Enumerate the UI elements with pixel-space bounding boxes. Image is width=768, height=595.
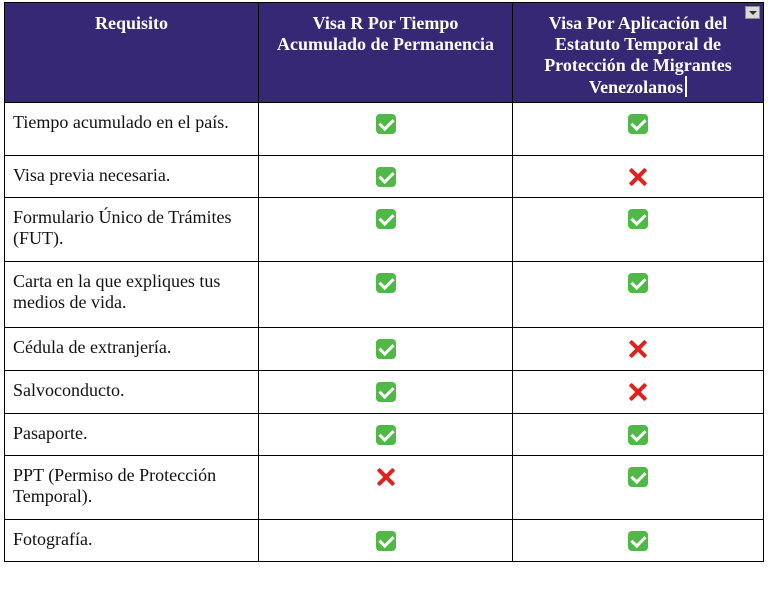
check-mark-icon [376,339,396,359]
requirements-table-container [4,2,763,591]
visa-r-cell [259,156,513,198]
check-mark-icon [376,273,396,293]
table-row [5,328,764,371]
requisito-cell: Visa previa necesaria. [5,156,259,198]
visa-r-cell [259,371,513,414]
check-mark-icon [628,273,648,293]
visa-r-cell [259,328,513,371]
table-row [5,156,764,198]
check-mark-icon [376,114,396,134]
cross-mark-icon [628,382,648,402]
visa-r-cell [259,103,513,156]
estatuto-cell [513,456,764,520]
requirements-table [4,2,764,562]
requisito-cell: Salvoconducto. [5,371,259,414]
estatuto-cell [513,414,764,456]
column-dropdown-button[interactable] [745,6,760,19]
table-row [5,103,764,156]
cross-mark-icon [628,167,648,187]
check-mark-icon [376,167,396,187]
requisito-cell: Pasaporte. [5,414,259,456]
table-row [5,198,764,262]
header-visa-r [259,3,513,103]
check-mark-icon [376,382,396,402]
table-row [5,371,764,414]
estatuto-cell [513,328,764,371]
visa-r-cell [259,520,513,562]
header-requisito [5,3,259,103]
requisito-cell: PPT (Permiso de Protección Temporal). [5,456,259,520]
table-row [5,456,764,520]
estatuto-cell [513,198,764,262]
estatuto-cell [513,262,764,328]
requisito-cell: Formulario Único de Trámites (FUT). [5,198,259,262]
visa-r-cell [259,198,513,262]
visa-r-cell [259,262,513,328]
requisito-cell: Cédula de extranjería. [5,328,259,371]
table-row [5,520,764,562]
check-mark-icon [376,531,396,551]
requisito-cell: Fotografía. [5,520,259,562]
estatuto-cell [513,371,764,414]
visa-r-cell [259,414,513,456]
requisito-cell: Tiempo acumulado en el país. [5,103,259,156]
cross-mark-icon [376,467,396,487]
check-mark-icon [376,425,396,445]
table-header-row [5,3,764,103]
header-requisito-label: Requisito [94,13,168,33]
check-mark-icon [628,114,648,134]
table-row [5,262,764,328]
requisito-cell: Carta en la que expliques tus medios de vida. [5,262,259,328]
estatuto-cell [513,520,764,562]
text-cursor [685,76,687,97]
check-mark-icon [628,425,648,445]
header-estatuto [513,3,764,103]
cross-mark-icon [628,339,648,359]
estatuto-cell [513,103,764,156]
check-mark-icon [376,209,396,229]
check-mark-icon [628,209,648,229]
header-estatuto-label: Visa Por Aplicación del Estatuto Temporal de Protección de Migrantes Venezolanos [544,13,732,97]
check-mark-icon [628,467,648,487]
table-row [5,414,764,456]
check-mark-icon [628,531,648,551]
estatuto-cell [513,156,764,198]
header-visa-r-label: Visa R Por Tiempo Acumulado de Permanencia [277,13,494,54]
visa-r-cell [259,456,513,520]
